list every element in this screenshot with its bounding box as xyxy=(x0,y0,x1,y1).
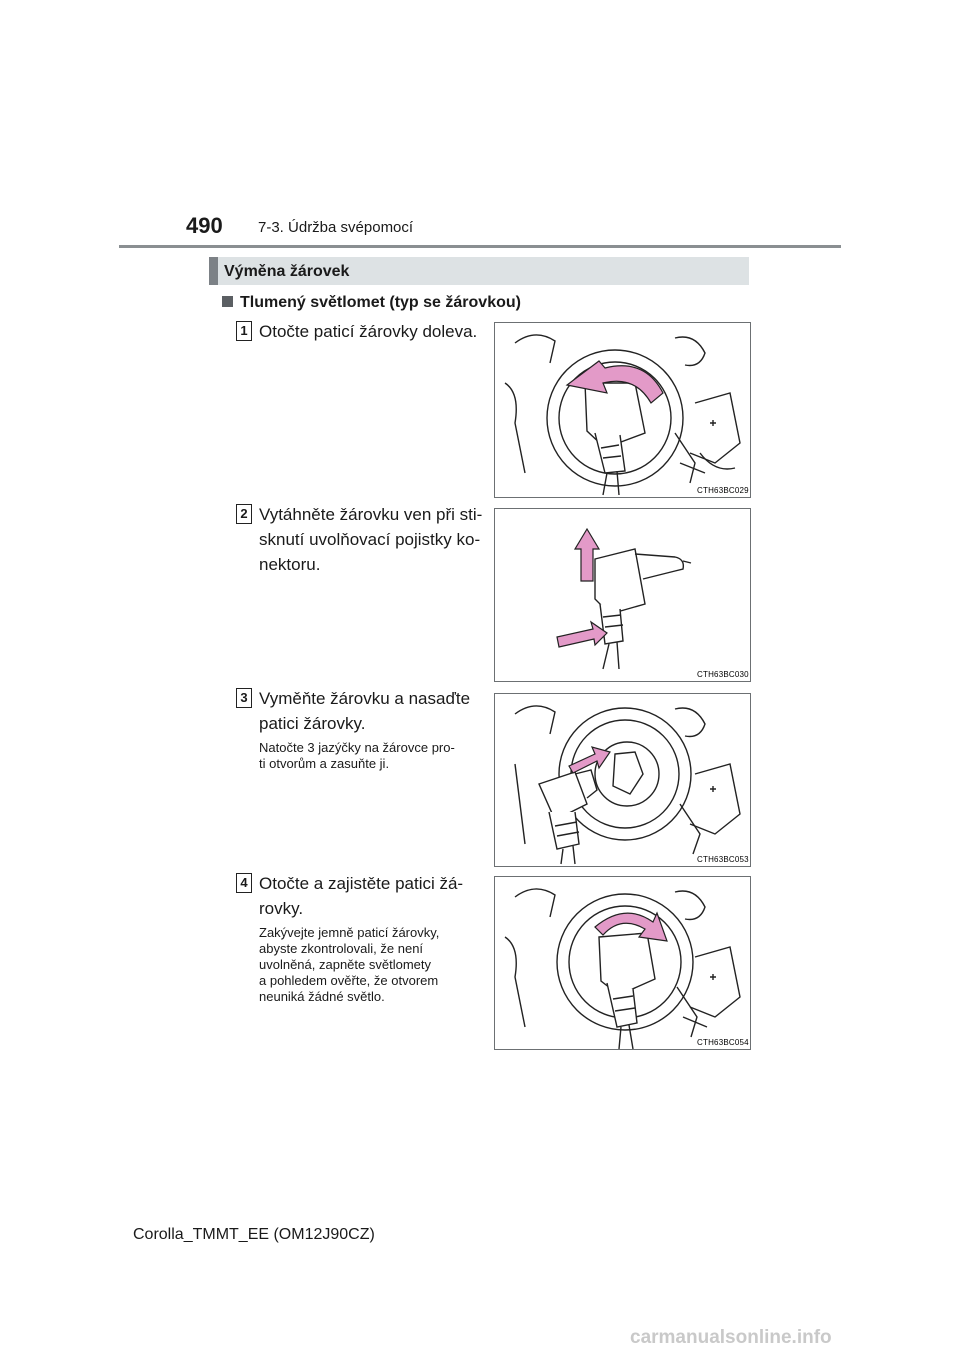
figure-code: CTH63BC054 xyxy=(697,1038,749,1047)
step-4-note-line: uvolněná, zapněte světlomety xyxy=(259,957,431,972)
insert-arrow-icon xyxy=(569,747,610,773)
step-4-note-line: neuniká žádné světlo. xyxy=(259,989,385,1004)
section-title: Výměna žárovek xyxy=(224,263,350,280)
step-3-line: Vyměňte žárovku a nasaďte xyxy=(259,689,471,708)
step-4-note-line: abyste zkontrolovali, že není xyxy=(259,941,424,956)
page-number: 490 xyxy=(186,213,223,238)
figure-step-3 xyxy=(494,693,751,867)
step-3-note-line: Natočte 3 jazýčky na žárovce pro- xyxy=(259,740,455,755)
subheading xyxy=(222,293,521,312)
step-4-note-line: a pohledem ověřte, že otvorem xyxy=(259,973,439,988)
step-4-line: rovky. xyxy=(259,899,304,918)
section-title-accent xyxy=(209,257,218,285)
step-3-note xyxy=(259,740,489,772)
figure-step-1 xyxy=(494,322,751,498)
step-2-text xyxy=(259,502,489,577)
header-rule xyxy=(119,245,841,248)
step-2-line: Vytáhněte žárovku ven při sti- xyxy=(259,505,483,524)
step-4-line: Otočte a zajistěte patici žá- xyxy=(259,874,464,893)
step-3-text xyxy=(259,686,489,736)
bulb-pull-out-illustration xyxy=(495,509,750,681)
step-4-badge: 4 xyxy=(236,873,252,893)
subheading-text: Tlumený světlomet (typ se žárovkou) xyxy=(240,294,521,311)
figure-code: CTH63BC030 xyxy=(697,670,749,679)
step-4-text xyxy=(259,871,489,921)
figure-code: CTH63BC029 xyxy=(697,486,749,495)
figure-step-4 xyxy=(494,876,751,1050)
watermark: carmanualsonline.info xyxy=(630,1327,832,1348)
step-3-badge: 3 xyxy=(236,688,252,708)
step-4-note-line: Zakývejte jemně paticí žárovky, xyxy=(259,925,440,940)
step-1-line: Otočte paticí žárovky doleva. xyxy=(259,322,478,341)
figure-code: CTH63BC053 xyxy=(697,855,749,864)
bulb-insert-illustration xyxy=(495,694,750,866)
bullet-square-icon xyxy=(222,296,233,307)
figure-step-2 xyxy=(494,508,751,682)
step-1-text xyxy=(259,319,489,344)
step-4-note xyxy=(259,925,489,1005)
footer-manual-id: Corolla_TMMT_EE (OM12J90CZ) xyxy=(133,1226,375,1243)
step-2-badge: 2 xyxy=(236,504,252,524)
step-1-badge: 1 xyxy=(236,321,252,341)
bulb-socket-rotate-left-illustration xyxy=(495,323,750,497)
step-2-line: sknutí uvolňovací pojistky ko- xyxy=(259,530,481,549)
push-release-arrow-icon xyxy=(557,622,607,647)
step-3-line: patici žárovky. xyxy=(259,714,366,733)
chapter-reference: 7-3. Údržba svépomocí xyxy=(258,219,414,236)
step-2-line: nektoru. xyxy=(259,555,321,574)
step-3-note-line: ti otvorům a zasuňte ji. xyxy=(259,756,390,771)
bulb-socket-rotate-right-illustration xyxy=(495,877,750,1049)
